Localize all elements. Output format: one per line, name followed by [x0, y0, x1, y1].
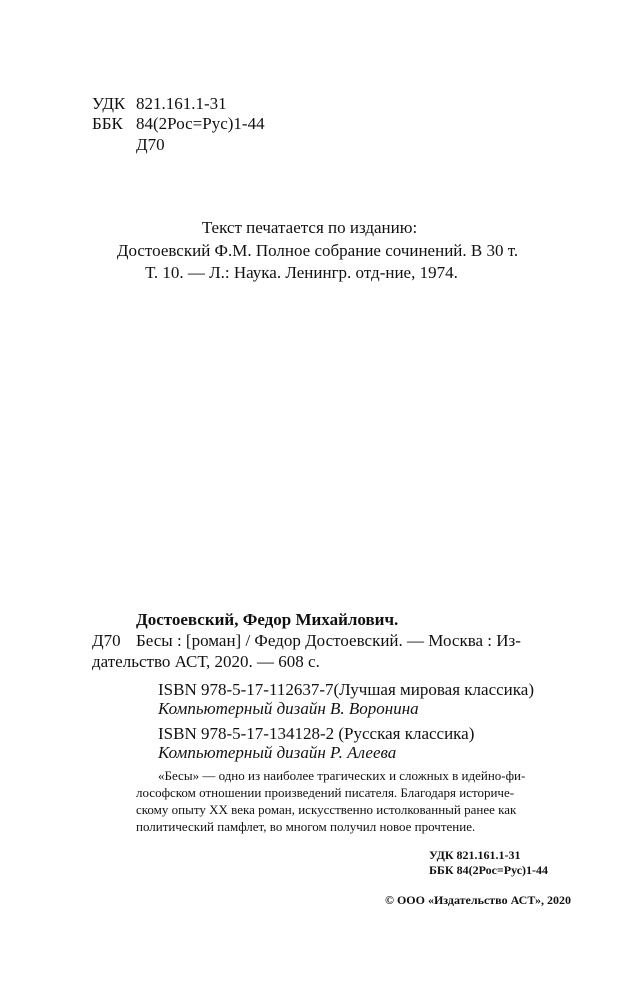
annotation-line-1: «Бесы» — одно из наиболее трагических и сложных в идейно-фи- [158, 768, 526, 783]
annotation-line-2: лософском отношении произведений писателя. Благодаря историче- [136, 785, 515, 800]
catalog-title-line-1: Бесы : [роман] / Федор Достоевский. — Москва : Из- [136, 631, 521, 650]
annotation-line-4: политический памфлет, во многом получил новое прочтение. [136, 819, 476, 834]
bbk-label: ББК [92, 114, 123, 133]
source-line-1: Достоевский Ф.М. Полное собрание сочинений. В 30 т. [116, 241, 519, 260]
source-heading: Текст печатается по изданию: [201, 218, 418, 237]
catalog-author: Достоевский, Федор Михайлович. [136, 610, 399, 629]
bbk-value: 84(2Рос=Рус)1-44 [136, 114, 265, 133]
udk-line [92, 93, 227, 114]
isbn-1: ISBN 978-5-17-112637-7(Лучшая мировая классика) [158, 680, 534, 699]
catalog-title-line-2: дательство АСТ, 2020. — 608 с. [92, 652, 320, 671]
udk-value: 821.161.1-31 [136, 94, 227, 113]
author-mark: Д70 [136, 135, 165, 154]
udk-label: УДК [92, 94, 126, 113]
design-credit-1: Компьютерный дизайн В. Воронина [158, 699, 419, 718]
source-line-2: Т. 10. — Л.: Наука. Ленингр. отд-ние, 1974. [145, 263, 458, 282]
bbk-line [92, 113, 265, 134]
copyright-notice: © ООО «Издательство АСТ», 2020 [385, 893, 572, 907]
isbn-2: ISBN 978-5-17-134128-2 (Русская классика) [158, 724, 475, 743]
udk-short: УДК 821.161.1-31 [429, 848, 521, 862]
bbk-short: ББК 84(2Рос=Рус)1-44 [429, 863, 549, 877]
catalog-mark: Д70 [92, 631, 121, 650]
annotation-line-3: скому опыту XX века роман, искусственно истолкованный ранее как [136, 802, 517, 817]
design-credit-2: Компьютерный дизайн Р. Алеева [158, 743, 397, 762]
